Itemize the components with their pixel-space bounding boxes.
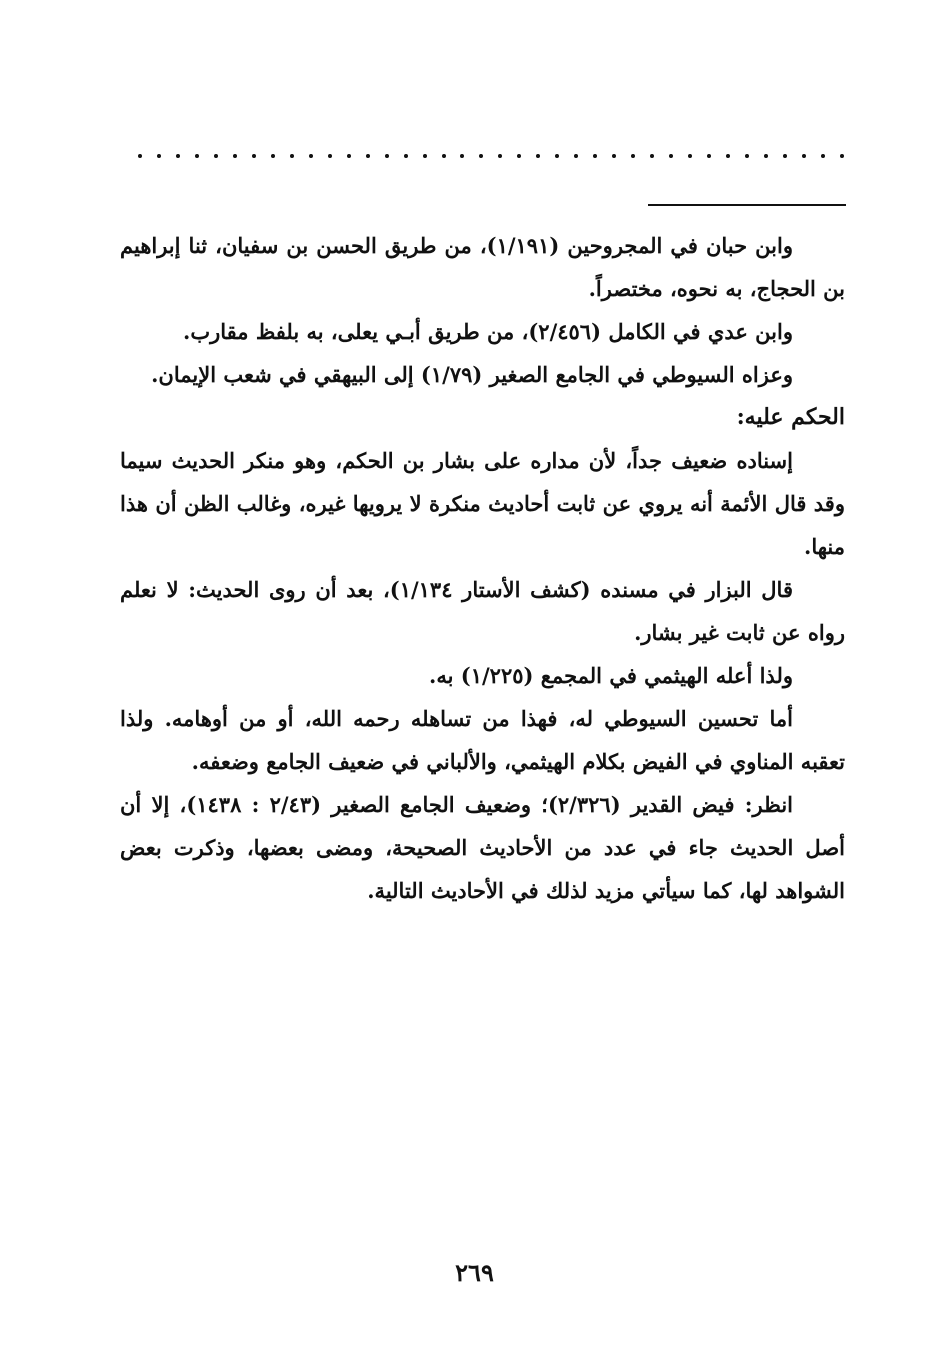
dot (460, 154, 464, 158)
dot (157, 154, 161, 158)
dot (404, 154, 408, 158)
dot (271, 154, 275, 158)
dot (688, 154, 692, 158)
dot (214, 154, 218, 158)
footnote-paragraph: وابن عدي في الكامل (٢/٤٥٦)، من طريق أبـي يعلى، به بلفظ مقارب. (183, 319, 793, 344)
dot (290, 154, 294, 158)
dot (479, 154, 483, 158)
ruling-paragraph: قال البزار في مسنده (كشف الأستار ١/١٣٤)، بعد أن روى الحديث: لا نعلم رواه عن ثابت غير بشار. (120, 577, 845, 645)
dot (821, 154, 825, 158)
dot (498, 154, 502, 158)
page-number: ٢٦٩ (455, 1258, 494, 1287)
footnote-paragraph: وعزاه السيوطي في الجامع الصغير (١/٧٩) إلى البيهقي في شعب الإيمان. (151, 362, 793, 387)
footnote-rule (648, 204, 846, 206)
ruling-paragraph: انظر: فيض القدير (٢/٣٢٦)؛ وضعيف الجامع الصغير (٢/٤٣ : ١٤٣٨)، إلا أن أصل الحديث جاء في عدد من الأحاديث الصحيحة، ومضى بعضها، وذكرت بعض الشواهد لها، كما سيأتي مزيد لذلك في الأحاديث التالية. (120, 792, 845, 903)
dot (783, 154, 787, 158)
dot (442, 154, 446, 158)
dot (593, 154, 597, 158)
dot (309, 154, 313, 158)
dot (764, 154, 768, 158)
dot (366, 154, 370, 158)
dot (536, 154, 540, 158)
dot (138, 154, 142, 158)
dot (176, 154, 180, 158)
page-body (120, 224, 845, 912)
dot (745, 154, 749, 158)
footnote-paragraph: وابن حبان في المجروحين (١/١٩١)، من طريق الحسن بن سفيان، ثنا إبراهيم بن الحجاج، به نحوه، مختصراً. (120, 233, 845, 301)
dotted-separator (138, 150, 844, 162)
dot (669, 154, 673, 158)
dot (612, 154, 616, 158)
dot (574, 154, 578, 158)
dot (555, 154, 559, 158)
dot (195, 154, 199, 158)
dot (423, 154, 427, 158)
dot (840, 154, 844, 158)
dot (347, 154, 351, 158)
dot (328, 154, 332, 158)
dot (517, 154, 521, 158)
dot (631, 154, 635, 158)
dot (726, 154, 730, 158)
dot (650, 154, 654, 158)
dot (707, 154, 711, 158)
dot (252, 154, 256, 158)
ruling-paragraph: إسناده ضعيف جداً، لأن مداره على بشار بن الحكم، وهو منكر الحديث سيما وقد قال الأئمة أنه يروي عن ثابت أحاديث منكرة لا يرويها غيره، وغالب الظن أن هذا منها. (120, 448, 845, 559)
ruling-paragraph: أما تحسين السيوطي له، فهذا من تساهله رحمه الله، أو من أوهامه. ولذا تعقبه المناوي في الفيض بكلام الهيثمي، والألباني في ضعيف الجامع وضعفه. (120, 706, 845, 774)
dot (385, 154, 389, 158)
dot (233, 154, 237, 158)
ruling-heading: الحكم عليه: (736, 404, 845, 430)
dot (802, 154, 806, 158)
ruling-paragraph: ولذا أعله الهيثمي في المجمع (١/٢٢٥) به. (429, 663, 793, 688)
